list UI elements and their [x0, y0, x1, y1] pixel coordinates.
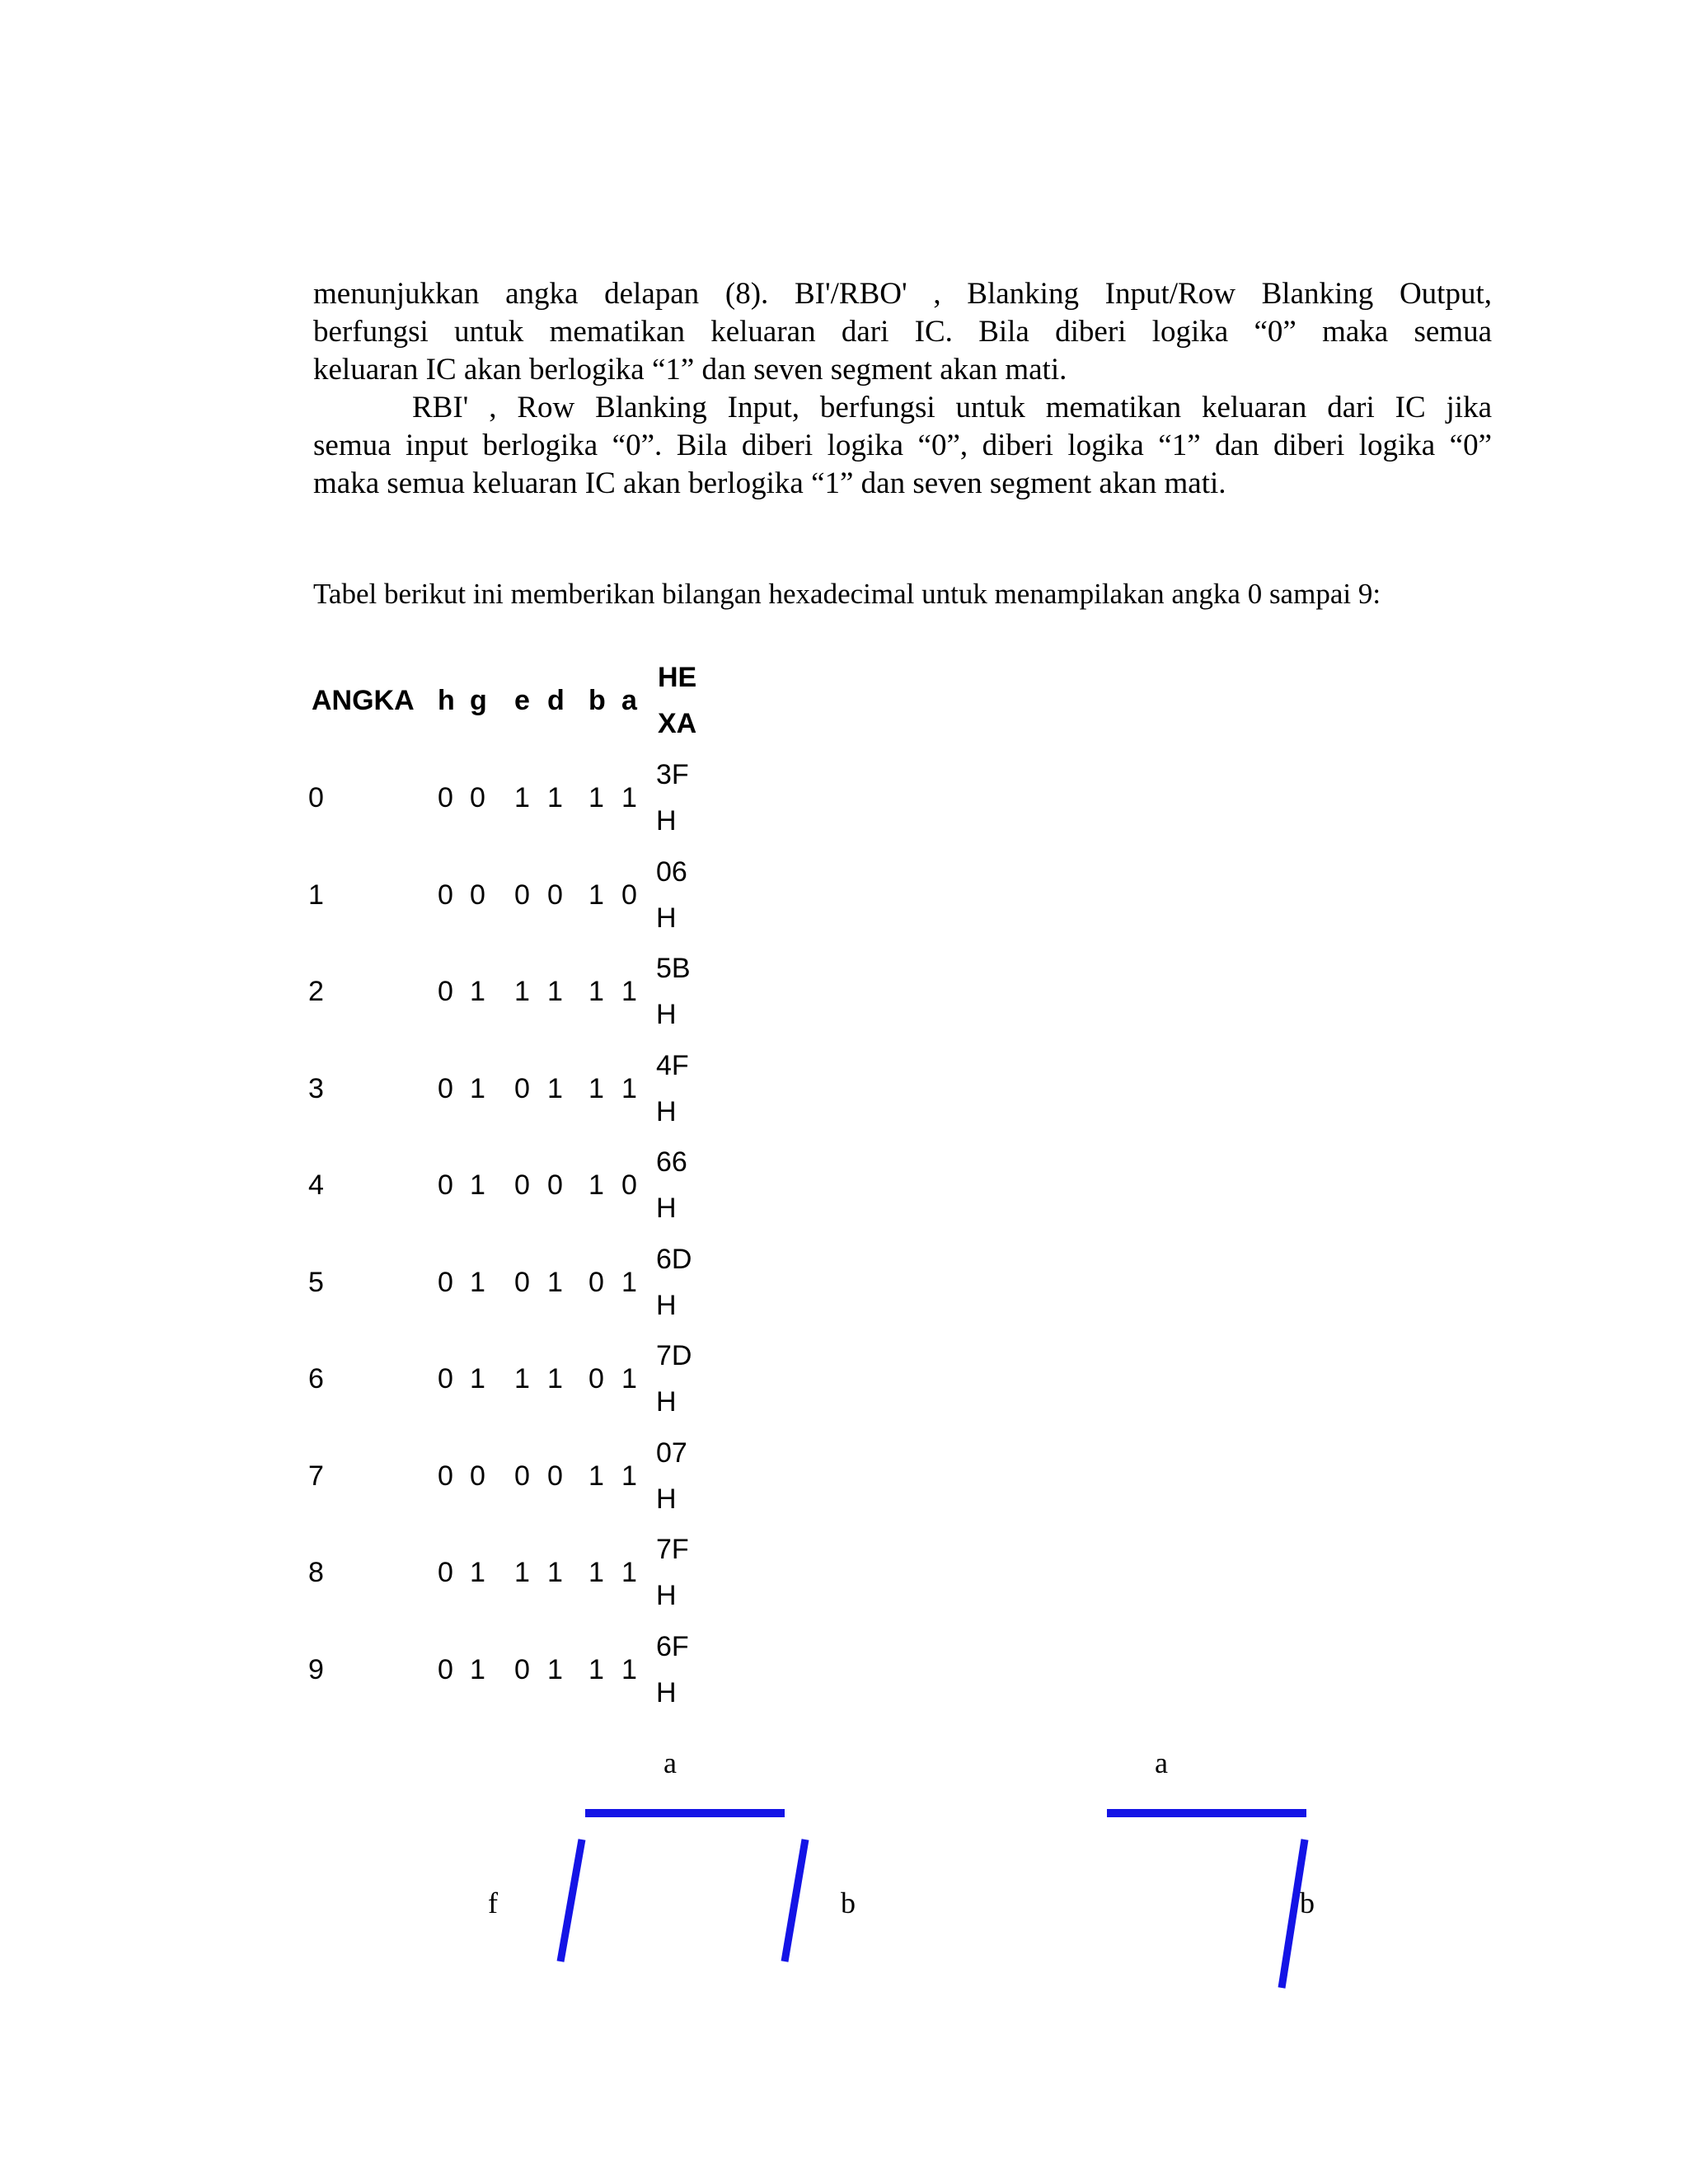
cell-angka: 6 — [308, 1363, 324, 1394]
cell-bit: 1 — [621, 1072, 637, 1104]
cell-bit: 0 — [470, 1460, 485, 1492]
cell-bit: 1 — [514, 976, 530, 1007]
cell-hex-line2: H — [656, 1386, 677, 1418]
text-line: RBI' , Row Blanking Input, berfungsi untuk mematikan keluaran dari IC jika — [412, 391, 1492, 424]
label-a-left: a — [663, 1746, 677, 1779]
cell-bit: 1 — [621, 1557, 637, 1588]
cell-angka: 8 — [308, 1557, 324, 1588]
cell-bit: 0 — [621, 879, 637, 911]
cell-bit: 1 — [547, 1653, 563, 1685]
cell-angka: 5 — [308, 1266, 324, 1298]
cell-angka: 4 — [308, 1169, 324, 1201]
segment-f-left — [560, 1840, 582, 1961]
cell-bit: 0 — [514, 879, 530, 911]
cell-hex-line1: 7D — [656, 1340, 692, 1371]
cell-bit: 1 — [514, 1557, 530, 1588]
cell-bit: 0 — [470, 782, 485, 813]
cell-bit: 1 — [588, 879, 604, 911]
cell-bit: 1 — [547, 1266, 563, 1298]
header-g: g — [470, 685, 487, 716]
cell-angka: 7 — [308, 1460, 324, 1492]
cell-bit: 1 — [621, 1653, 637, 1685]
cell-hex-line2: H — [656, 1095, 677, 1127]
cell-bit: 0 — [438, 1266, 453, 1298]
cell-hex-line2: H — [656, 1289, 677, 1321]
cell-hex-line2: H — [656, 902, 677, 934]
header-h: h — [438, 685, 455, 716]
cell-bit: 1 — [547, 976, 563, 1007]
cell-bit: 1 — [588, 1653, 604, 1685]
cell-hex-line1: 66 — [656, 1146, 687, 1178]
text-line: menunjukkan angka delapan (8). BI'/RBO' , Blanking Input/Row Blanking Output, — [313, 277, 1492, 311]
cell-bit: 1 — [588, 976, 604, 1007]
cell-angka: 3 — [308, 1072, 324, 1104]
cell-bit: 1 — [588, 1557, 604, 1588]
cell-bit: 0 — [438, 976, 453, 1007]
cell-bit: 1 — [470, 976, 485, 1007]
cell-bit: 1 — [621, 1266, 637, 1298]
cell-hex-line1: 3F — [656, 759, 689, 790]
cell-hex-line1: 5B — [656, 953, 691, 984]
label-a-right: a — [1155, 1746, 1168, 1779]
cell-bit: 0 — [470, 879, 485, 911]
header-a: a — [621, 685, 637, 716]
cell-bit: 0 — [621, 1169, 637, 1201]
header-b: b — [588, 685, 606, 716]
text-line: keluaran IC akan berlogika “1” dan seven segment akan mati. — [313, 353, 1067, 387]
cell-bit: 1 — [470, 1653, 485, 1685]
cell-bit: 0 — [438, 1072, 453, 1104]
cell-bit: 0 — [547, 1460, 563, 1492]
text-line: maka semua keluaran IC akan berlogika “1” dan seven segment akan mati. — [313, 466, 1226, 500]
table-intro-text: Tabel berikut ini memberikan bilangan hexadecimal untuk menampilakan angka 0 sampai 9: — [313, 578, 1381, 610]
cell-bit: 0 — [438, 1363, 453, 1394]
header-hexa-line2: XA — [658, 708, 697, 739]
cell-bit: 1 — [621, 1460, 637, 1492]
cell-angka: 2 — [308, 976, 324, 1007]
cell-bit: 0 — [514, 1266, 530, 1298]
cell-angka: 0 — [308, 782, 324, 813]
cell-bit: 1 — [547, 1363, 563, 1394]
cell-bit: 0 — [547, 1169, 563, 1201]
cell-hex-line1: 4F — [656, 1049, 689, 1081]
cell-bit: 1 — [470, 1363, 485, 1394]
cell-bit: 0 — [588, 1363, 604, 1394]
cell-bit: 1 — [588, 782, 604, 813]
cell-bit: 1 — [514, 1363, 530, 1394]
cell-bit: 1 — [514, 782, 530, 813]
cell-bit: 1 — [470, 1072, 485, 1104]
cell-angka: 1 — [308, 879, 324, 911]
cell-bit: 0 — [438, 879, 453, 911]
cell-hex-line1: 6F — [656, 1630, 689, 1662]
cell-bit: 0 — [514, 1169, 530, 1201]
cell-bit: 1 — [547, 1557, 563, 1588]
cell-bit: 0 — [514, 1072, 530, 1104]
cell-bit: 1 — [588, 1072, 604, 1104]
cell-hex-line1: 7F — [656, 1534, 689, 1565]
cell-bit: 1 — [547, 782, 563, 813]
cell-bit: 0 — [438, 1653, 453, 1685]
cell-bit: 1 — [470, 1266, 485, 1298]
segment-b-left — [785, 1840, 805, 1961]
header-hexa-line1: HE — [658, 662, 697, 693]
cell-hex-line2: H — [656, 1483, 677, 1515]
cell-bit: 0 — [547, 879, 563, 911]
cell-bit: 0 — [438, 1557, 453, 1588]
cell-hex-line2: H — [656, 1580, 677, 1611]
cell-bit: 1 — [588, 1169, 604, 1201]
label-f-left: f — [488, 1886, 498, 1919]
header-d: d — [547, 685, 565, 716]
cell-bit: 1 — [470, 1169, 485, 1201]
cell-hex-line2: H — [656, 999, 677, 1030]
cell-bit: 1 — [621, 782, 637, 813]
header-angka: ANGKA — [312, 685, 415, 716]
cell-bit: 1 — [588, 1460, 604, 1492]
label-b-right: b — [1300, 1886, 1315, 1919]
cell-bit: 0 — [438, 1460, 453, 1492]
cell-hex-line1: 6D — [656, 1243, 692, 1275]
header-e: e — [514, 685, 530, 716]
cell-hex-line2: H — [656, 805, 677, 837]
cell-hex-line2: H — [656, 1676, 677, 1708]
cell-hex-line1: 06 — [656, 855, 687, 888]
cell-bit: 0 — [514, 1653, 530, 1685]
cell-bit: 0 — [588, 1266, 604, 1298]
cell-hex-line2: H — [656, 1193, 677, 1224]
cell-bit: 1 — [621, 976, 637, 1007]
cell-bit: 0 — [438, 782, 453, 813]
cell-bit: 1 — [547, 1072, 563, 1104]
text-line: semua input berlogika “0”. Bila diberi logika “0”, diberi logika “1” dan diberi logika “0” — [313, 429, 1492, 462]
label-b-left: b — [841, 1886, 856, 1919]
text-line: berfungsi untuk mematikan keluaran dari IC. Bila diberi logika “0” maka semua — [313, 315, 1492, 349]
cell-angka: 9 — [308, 1653, 324, 1685]
cell-bit: 0 — [438, 1169, 453, 1201]
cell-bit: 1 — [621, 1363, 637, 1394]
cell-hex-line1: 07 — [656, 1436, 687, 1469]
cell-bit: 0 — [514, 1460, 530, 1492]
cell-bit: 1 — [470, 1557, 485, 1588]
